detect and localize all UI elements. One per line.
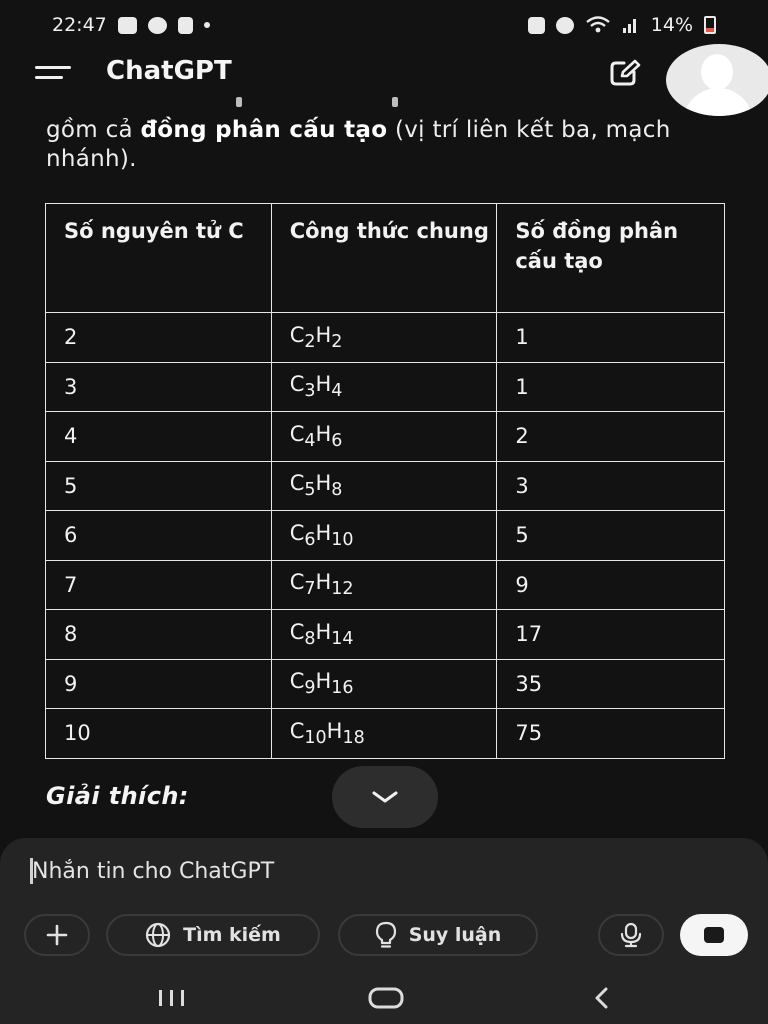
formula-carbon: C: [289, 520, 305, 545]
formula-cell: [271, 461, 497, 511]
formula-cell: [271, 362, 497, 412]
formula-carbon-subscript: 4: [304, 430, 316, 451]
stop-generating-button[interactable]: [680, 914, 748, 956]
formula-cell: [271, 511, 497, 561]
alert-notification-icon: [178, 17, 193, 34]
table-row: [46, 362, 725, 412]
formula-cell: [271, 313, 497, 363]
recent-apps-button[interactable]: [142, 982, 202, 1014]
formula-carbon: C: [289, 372, 305, 397]
intro-bold: đồng phân cấu tạo: [140, 117, 388, 143]
isomer-count-cell: 1: [497, 313, 725, 363]
voice-input-button[interactable]: [598, 914, 664, 956]
carbon-count-cell: 3: [46, 362, 272, 412]
intro-prefix: gồm cả: [46, 117, 141, 143]
carbon-count-cell: 10: [46, 709, 272, 759]
formula-hydrogen-subscript: 16: [331, 678, 354, 699]
formula-carbon: C: [289, 570, 305, 595]
formula-hydrogen: H: [315, 322, 332, 347]
formula-hydrogen-subscript: 4: [331, 381, 343, 402]
isomer-count-cell: 3: [497, 461, 725, 511]
formula-hydrogen-subscript: 18: [342, 727, 365, 748]
isomer-count-cell: 17: [497, 610, 725, 660]
status-left: [52, 14, 210, 36]
formula-carbon-subscript: 5: [304, 480, 316, 501]
carbon-count-cell: 5: [46, 461, 272, 511]
table-row: [46, 709, 725, 759]
reason-button-label: Suy luận: [408, 924, 502, 946]
table-row: [46, 313, 725, 363]
formula-cell: [271, 709, 497, 759]
formula-carbon-subscript: 2: [304, 331, 316, 352]
header-formula: Công thức chung: [271, 204, 497, 313]
battery-percent: 14%: [650, 14, 693, 36]
stop-icon: [704, 927, 724, 943]
formula-carbon: C: [289, 669, 305, 694]
formula-carbon: C: [289, 619, 305, 644]
intro-paragraph: [46, 116, 726, 174]
formula-hydrogen: H: [315, 520, 332, 545]
new-chat-icon[interactable]: [608, 58, 644, 88]
isomer-table: [45, 203, 725, 759]
formula-carbon: C: [289, 322, 305, 347]
formula-hydrogen: H: [315, 570, 332, 595]
status-right: [528, 14, 716, 36]
formula-carbon: C: [289, 471, 305, 496]
table-row: [46, 412, 725, 462]
formula-cell: [271, 560, 497, 610]
formula-hydrogen-subscript: 8: [331, 480, 343, 501]
plus-icon: [46, 924, 68, 946]
isomer-count-cell: 35: [497, 659, 725, 709]
table-row: [46, 511, 725, 561]
formula-carbon-subscript: 8: [304, 628, 316, 649]
table-body: [46, 313, 725, 759]
reason-button[interactable]: [338, 914, 538, 956]
status-bar: [0, 0, 768, 50]
explanation-heading: Giải thích:: [46, 782, 189, 810]
home-icon: [368, 986, 404, 1010]
formula-hydrogen: H: [315, 669, 332, 694]
formula-carbon-subscript: 10: [304, 727, 327, 748]
wifi-icon: [585, 15, 611, 35]
formula-hydrogen: H: [315, 372, 332, 397]
recent-apps-icon: [155, 988, 189, 1008]
formula-carbon-subscript: 6: [304, 529, 316, 550]
table-row: [46, 610, 725, 660]
formula-carbon-subscript: 9: [304, 678, 316, 699]
camera-icon: [528, 17, 545, 34]
table-row: [46, 659, 725, 709]
carbon-count-cell: 9: [46, 659, 272, 709]
lightbulb-icon: [375, 921, 397, 949]
formula-hydrogen: H: [315, 619, 332, 644]
formula-hydrogen-subscript: 6: [331, 430, 343, 451]
status-time: 22:47: [52, 14, 107, 36]
formula-cell: [271, 610, 497, 660]
carbon-count-cell: 6: [46, 511, 272, 561]
formula-cell: [271, 412, 497, 462]
isomer-count-cell: 9: [497, 560, 725, 610]
chevron-down-icon: [370, 789, 400, 805]
table-row: [46, 461, 725, 511]
battery-icon: [704, 16, 716, 34]
back-icon: [590, 986, 614, 1010]
globe-icon: [145, 922, 171, 948]
formula-hydrogen-subscript: 10: [331, 529, 354, 550]
isomer-count-cell: 2: [497, 412, 725, 462]
carbon-count-cell: 8: [46, 610, 272, 660]
search-button-label: Tìm kiếm: [183, 924, 281, 946]
formula-hydrogen: H: [315, 421, 332, 446]
formula-carbon-subscript: 7: [304, 579, 316, 600]
formula-hydrogen: H: [326, 718, 343, 743]
search-button[interactable]: [106, 914, 320, 956]
add-attachment-button[interactable]: [24, 914, 90, 956]
home-button[interactable]: [356, 982, 416, 1014]
formula-cell: [271, 659, 497, 709]
formula-hydrogen-subscript: 2: [331, 331, 343, 352]
carbon-count-cell: 4: [46, 412, 272, 462]
formula-hydrogen: H: [315, 471, 332, 496]
gallery-notification-icon: [118, 17, 137, 34]
message-input[interactable]: [30, 852, 720, 890]
header-isomer-count: Số đồng phân cấu tạo: [497, 204, 725, 313]
isomer-count-cell: 1: [497, 362, 725, 412]
intro-suffix: (vị trí liên kết ba, mạch nhánh).: [46, 117, 671, 172]
text-cursor: [30, 858, 33, 884]
alarm-icon: [556, 17, 574, 34]
formula-carbon-subscript: 3: [304, 381, 316, 402]
isomer-count-cell: 75: [497, 709, 725, 759]
messenger-notification-icon: [148, 17, 167, 34]
formula-hydrogen-subscript: 14: [331, 628, 354, 649]
signal-icon: [622, 16, 640, 34]
formula-carbon: C: [289, 421, 305, 446]
clipped-text-line: [46, 92, 736, 108]
header-carbon-count: Số nguyên tử C: [46, 204, 272, 313]
scroll-down-button[interactable]: [332, 766, 438, 828]
back-button[interactable]: [572, 982, 632, 1014]
carbon-count-cell: 7: [46, 560, 272, 610]
isomer-count-cell: 5: [497, 511, 725, 561]
table-header-row: [46, 204, 725, 313]
formula-hydrogen-subscript: 12: [331, 579, 354, 600]
avatar-head-shape: [701, 54, 733, 90]
more-notifications-dot-icon: [204, 22, 210, 28]
carbon-count-cell: 2: [46, 313, 272, 363]
menu-icon[interactable]: [35, 66, 71, 86]
formula-carbon: C: [289, 718, 305, 743]
app-title: ChatGPT: [106, 56, 232, 86]
microphone-icon: [620, 922, 642, 948]
table-row: [46, 560, 725, 610]
